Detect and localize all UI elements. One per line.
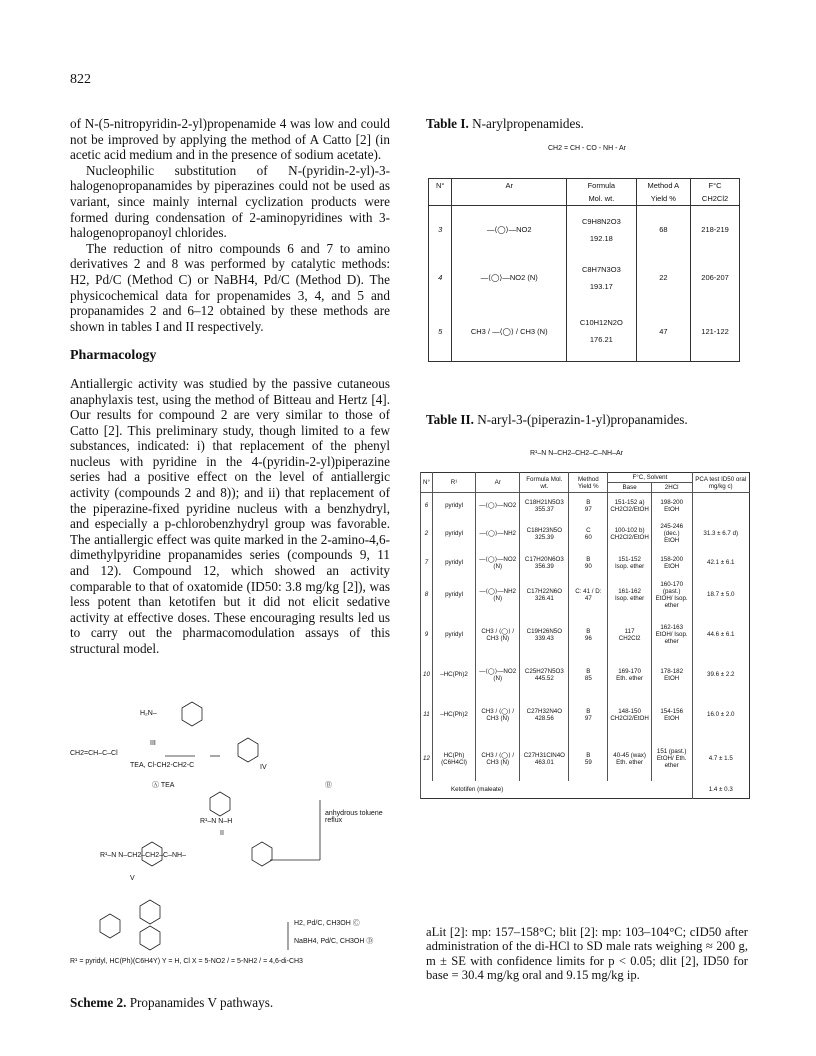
table-row: 8 pyridyl —⟨◯⟩—NH2 (N) C17H22N6O 326.41 C: 41 / D: 47 161-162 Isop. ether 160-170 (past.) EtOH/ Isop. ether 18.7 ± 5.0 — [421, 577, 750, 613]
t1-sub-mw: Mol. wt. — [567, 192, 637, 206]
table2 — [420, 472, 750, 799]
table-row: 6 pyridyl —⟨◯⟩—NO2 C18H21N5O3 355.37 B 97 151-152 a) CH2Cl2/EtOH 198-200 EtOH — [421, 493, 750, 519]
product-iv: IV — [260, 764, 267, 771]
pyridine-ring-iv — [238, 738, 258, 762]
label-b: Ⓑ — [325, 782, 332, 789]
table-row: 11 –HC(Ph)2 CH3 / ⟨◯⟩ / CH3 (N) C27H32N4O 428.56 B 97 148-150 CH2Cl2/EtOH 154-156 EtOH 16.0 ± 2.0 — [421, 693, 750, 737]
table1-formula: CH2 = CH - CO - NH - Ar — [548, 145, 626, 152]
t1-header-formula: Formula — [567, 179, 637, 193]
paragraph-3: The reduction of nitro compounds 6 and 7 to amino derivatives 2 and 8 was performed by catalytic methods: H2, Pd/C (Method C) or NaBH4, Pd/C (Method D). The physicochemical data for propenamides 3, 4, and 5 and propanamides 2 and 6–12 obtained by these methods are shown in tables I and II respectively. — [70, 240, 390, 334]
paragraph-2: Nucleophilic substitution of N-(pyridin-2-yl)-3-halogenopropanamides by piperazines could not be used as variant, since mainly internal cyclization products were formed during condensation of 2-aminopyridines with 3-halogenopropanoyl chlorides. — [70, 162, 390, 241]
phenyl-a — [140, 900, 160, 924]
t2-header-method: Method Yield % — [569, 473, 608, 493]
table1-caption-label: Table I. — [426, 116, 469, 131]
table-row: 2 pyridyl —⟨◯⟩—NH2 C18H23N5O 325.39 C 60 100-102 b) CH2Cl2/EtOH 245-246 (dec.) EtOH 31.3 ± 6.7 d) — [421, 519, 750, 549]
label-ii: II — [220, 830, 224, 837]
table2-footnote: aLit [2]: mp: 157–158°C; blit [2]: mp: 103–104°C; cID50 after administration of the di-HCl to SD male rats weighing ≈ 200 g, m ± SE with confidence limits for p < 0.05; dlit [2], ID50 for base = 30.4 mg/kg oral and 9.15 mg/kg ip. — [426, 925, 748, 983]
pyridine-ring-v — [252, 842, 272, 866]
pyridyl-r1 — [100, 914, 120, 938]
table-row: 10 –HC(Ph)2 —⟨◯⟩—NO2 (N) C25H27N5O3 445.52 B 85 169-170 Eth. ether 178-182 EtOH 39.6 ± 2.2 — [421, 657, 750, 693]
t2-sub-2hcl: 2HCl — [651, 483, 692, 493]
table2-caption — [426, 412, 688, 428]
table-row — [421, 781, 750, 799]
scheme-caption-label: Scheme 2. — [70, 995, 127, 1010]
section-heading: Pharmacology — [70, 348, 157, 364]
t2-header-formula: Formula Mol. wt. — [520, 473, 569, 493]
table-row: 7 pyridyl —⟨◯⟩—NO2 (N) C17H20N6O3 356.39 B 90 151-152 Isop. ether 158-200 EtOH 42.1 ± 6.1 — [421, 549, 750, 577]
condition-d: NaBH4, Pd/C, CH3OH Ⓓ — [294, 938, 374, 945]
t1-header-method: Method A — [636, 179, 690, 193]
scheme-caption — [70, 995, 273, 1011]
t1-sub-solvent: CH2Cl2 — [691, 192, 740, 206]
table-row: 3 —⟨◯⟩—NO2 C9H8N2O3 192.18 68 218-219 — [429, 206, 740, 254]
t1-header-n: N° — [429, 179, 452, 193]
ketotifen-label: Ketotifen (maleate) — [421, 781, 693, 799]
r-definitions: R¹ = pyridyl, HC(Ph)(C6H4Y) Y = H, Cl X = 5-NO2 / = 5-NH2 / = 4,6-di-CH3 — [70, 958, 303, 965]
page-number: 822 — [70, 72, 91, 87]
table2-caption-label: Table II. — [426, 412, 474, 427]
reagent-nh2: H₂N– — [140, 710, 157, 717]
piperazine-label: R¹–N N–H — [200, 818, 233, 825]
paragraph-1: of N-(5-nitropyridin-2-yl)propenamide 4 was low and could not be improved by applying the method of A Catto [2] (in acetic acid medium and in the presence of sodium acetate). — [70, 116, 390, 163]
structure-cell: —⟨◯⟩—NO2 (N) — [452, 254, 567, 302]
t1-header-ar: Ar — [452, 179, 567, 193]
condition-a: TEA, Cl-CH2-CH2-C — [130, 762, 195, 769]
scheme-diagram — [70, 700, 390, 980]
product-v: V — [130, 875, 135, 882]
label-a: Ⓐ TEA — [152, 782, 175, 789]
scheme-caption-text: Propanamides V pathways. — [126, 995, 274, 1010]
ketotifen-pca: 1.4 ± 0.3 — [692, 781, 750, 799]
paragraph-4: Antiallergic activity was studied by the passive cutaneous anaphylaxis test, using the method of Bitteau and Hertz [4]. Our results for compound 2 are very similar to those of Catto [2]. This preliminary study, though limited to a few substances, indicated: i) that replacement of the phenyl nucleus with pyridine in the 4-(pyridin-2-yl)piperazine series had a positive effect on the level of antiallergic activity (compounds 2 and 8)); and ii) that replacement of the piperazine-fixed pyridine nucleus with a benzhydryl, and especially a p-chlorobenzhydryl group was favorable. The antiallergic effect was quite marked in the 2-amino-4,6-dimethylpyridine propanamides series (compounds 9, 11 and 12). Compound 12, which showed an activity comparable to that of oxatomide (ID50: 3.8 mg/kg [2]), was less potent than ketotifen but it did not elicit sedative activity at effective doses. These encouraging results led us to carry out the pharmacomodulation assays of this structural model. — [70, 375, 390, 656]
table2-formula: R¹–N N–CH2–CH2–C–NH–Ar — [530, 450, 623, 457]
left-column — [70, 116, 390, 657]
product-final: R¹–N N–CH2–CH2–C–NH– — [100, 852, 186, 859]
structure-cell: CH3 / —⟨◯⟩ / CH3 (N) — [452, 302, 567, 362]
condition-b: anhydrous toluene reflux — [325, 810, 383, 824]
table1 — [428, 178, 740, 362]
t2-header-fc: F°C, Solvent — [608, 473, 692, 483]
table-row: 5 CH3 / —⟨◯⟩ / CH3 (N) C10H12N2O 176.21 47 121-122 — [429, 302, 740, 362]
pyridine-ring-top — [182, 702, 202, 726]
table-row: 4 —⟨◯⟩—NO2 (N) C8H7N3O3 193.17 22 206-207 — [429, 254, 740, 302]
t1-sub-yield: Yield % — [636, 192, 690, 206]
table-row: 12 HC(Ph)(C6H4Cl) CH3 / ⟨◯⟩ / CH3 (N) C27H31ClN4O 463.01 B 59 40-45 (wax) Eth. ether 151 (past.) EtOH/ Eth. ether 4.7 ± 1.5 — [421, 737, 750, 781]
structure-cell: —⟨◯⟩—NO2 — [452, 206, 567, 254]
table2-caption-text: N-aryl-3-(piperazin-1-yl)propanamides. — [473, 412, 688, 427]
t1-header-fc: F°C — [691, 179, 740, 193]
condition-c: H2, Pd/C, CH3OH Ⓒ — [294, 920, 360, 927]
t2-header-pca: PCA test ID50 oral mg/kg c) — [692, 473, 750, 493]
piperazine-ring — [210, 792, 230, 816]
table-row: 9 pyridyl CH3 / ⟨◯⟩ / CH3 (N) C19H26N5O 339.43 B 96 117 CH2Cl2 162-163 EtOH/ Isop. ether 44.6 ± 6.1 — [421, 613, 750, 657]
t2-header-ar: Ar — [476, 473, 520, 493]
t2-header-n: N° — [421, 473, 433, 493]
t2-header-r1: R¹ — [432, 473, 475, 493]
table1-caption — [426, 116, 584, 132]
table1-caption-text: N-arylpropenamides. — [468, 116, 584, 131]
t2-sub-base: Base — [608, 483, 652, 493]
reagent-acyl-chloride: CH2=CH–C–Cl — [70, 750, 118, 757]
reagent-iii: III — [150, 740, 156, 747]
phenyl-b — [140, 926, 160, 950]
